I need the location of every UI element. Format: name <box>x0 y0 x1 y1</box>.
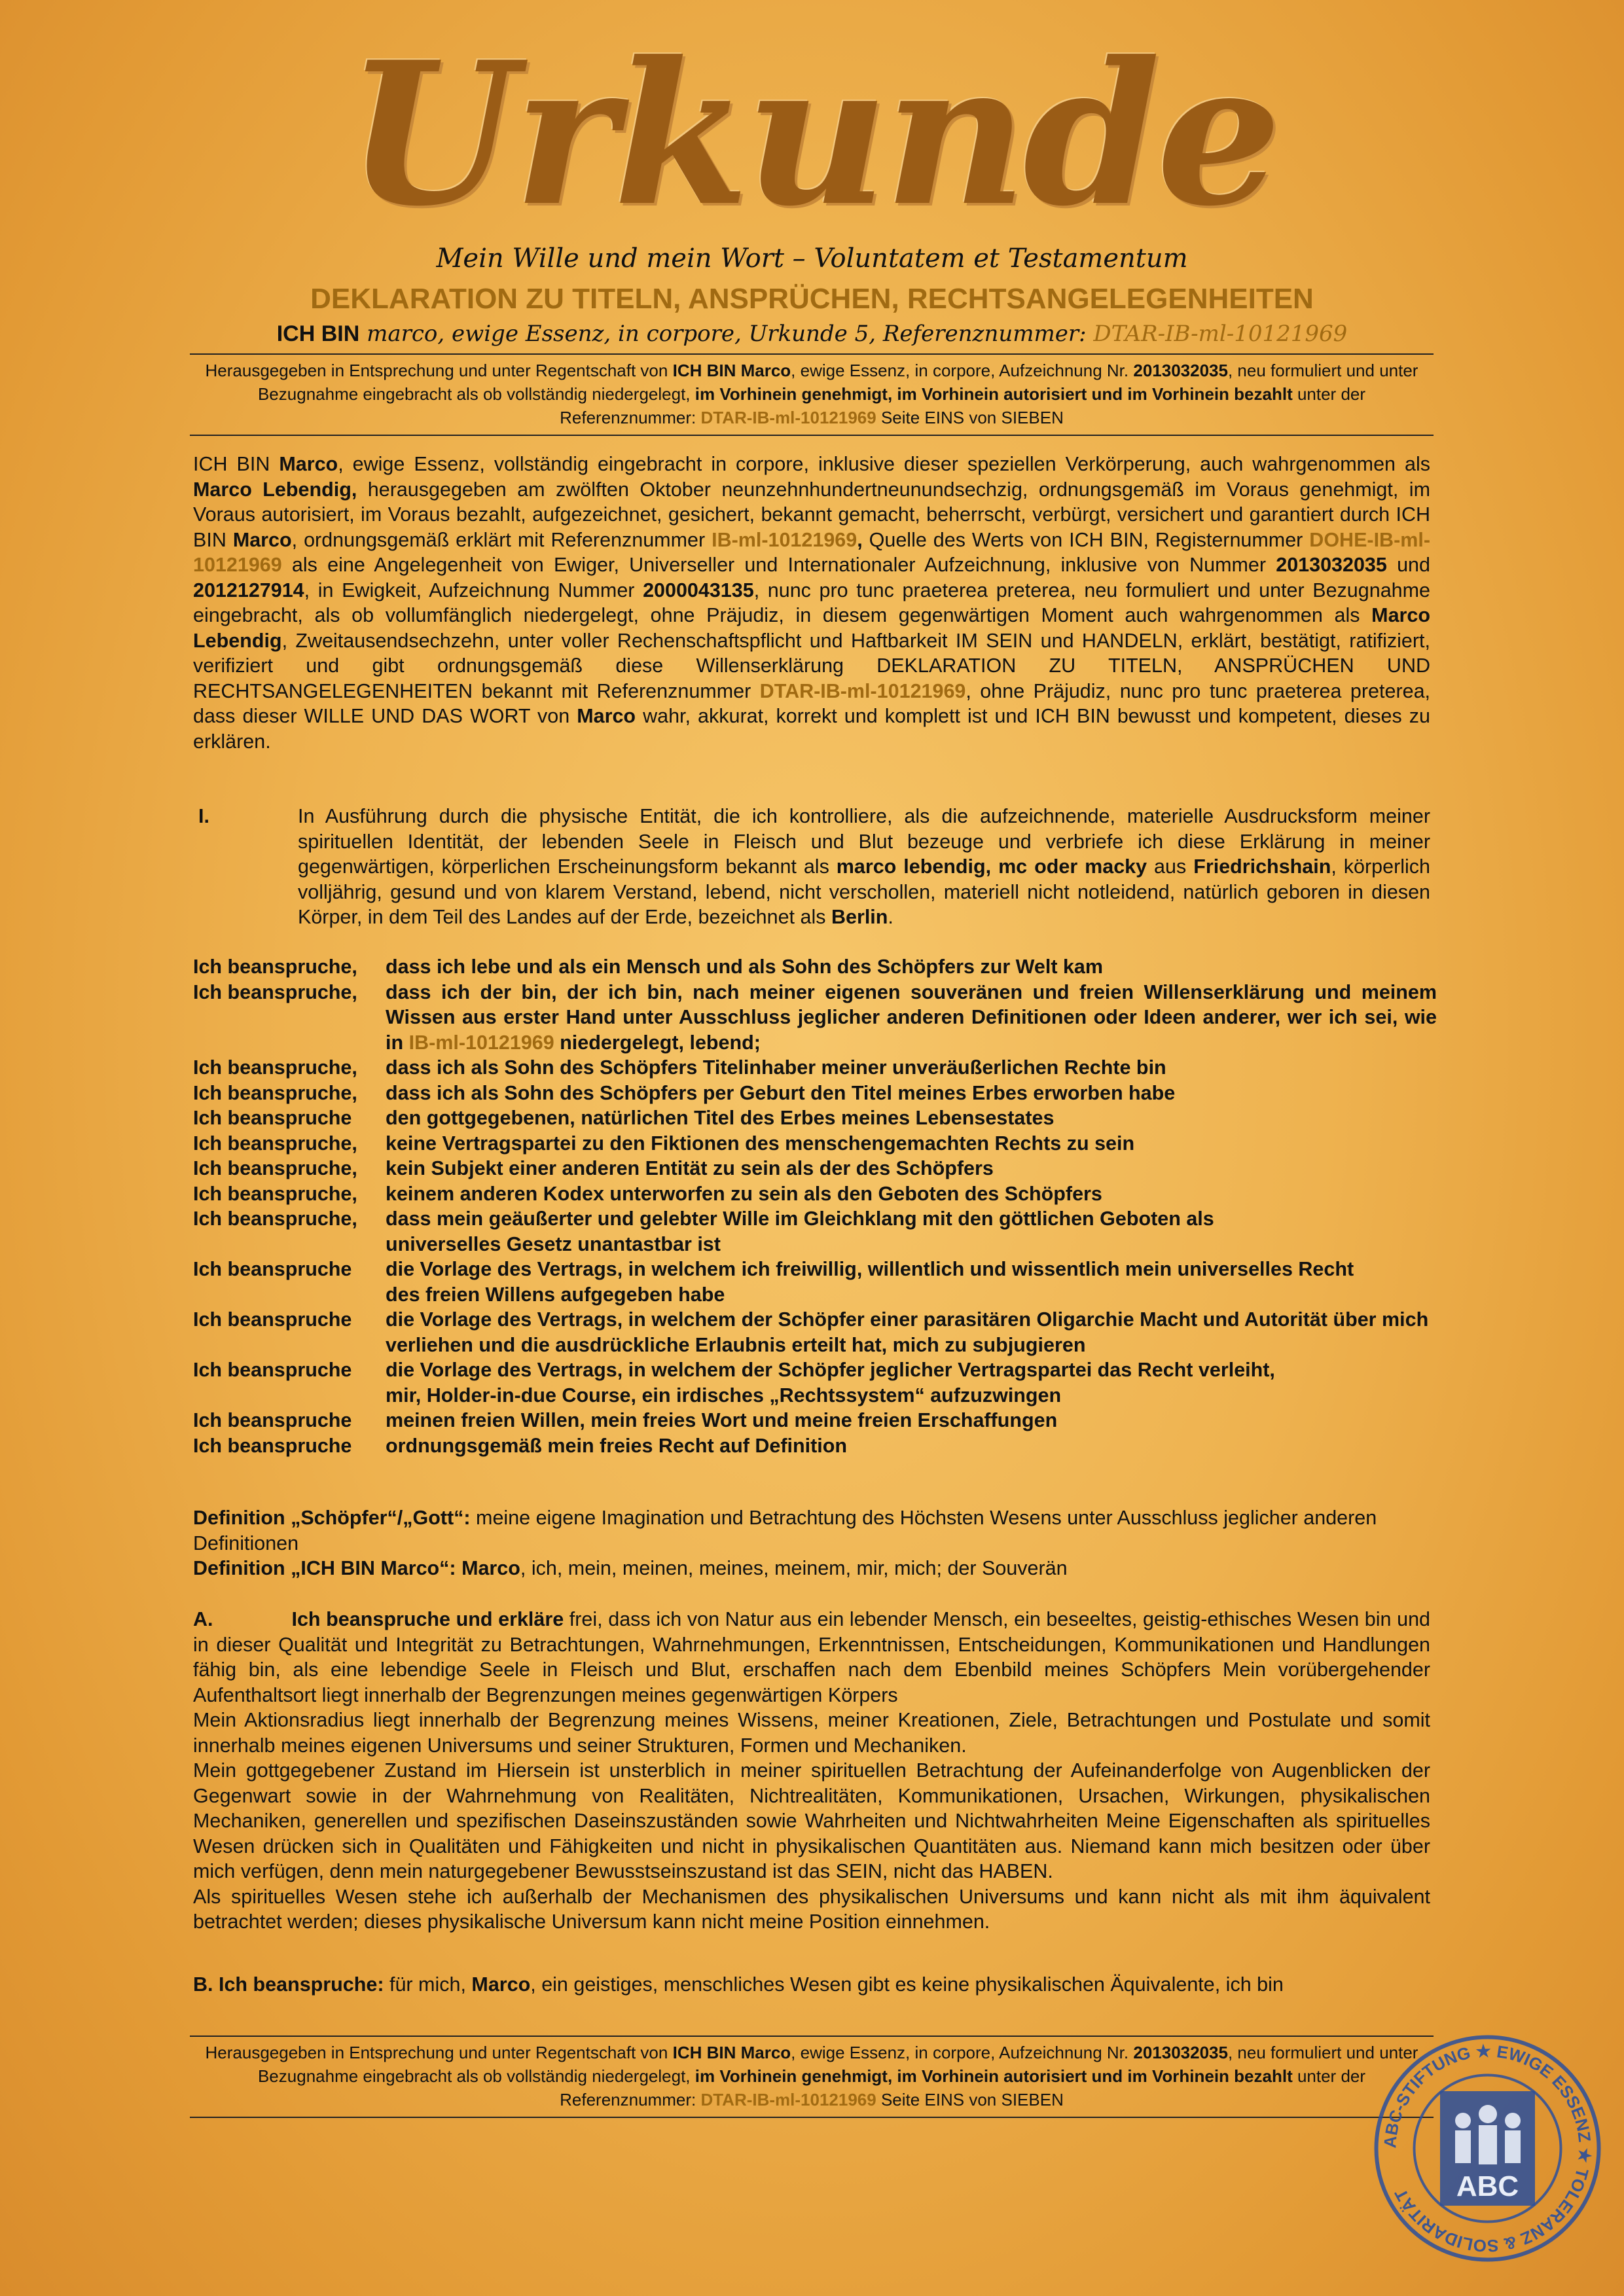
footer-bold: 2013032035 <box>1133 2043 1228 2062</box>
claim-prefix: Ich beanspruche, <box>193 956 357 978</box>
claim-item <box>193 1181 1437 1207</box>
header-bold: im Vorhinein genehmigt, im Vorhinein autorisiert und im Vorhinein bezahlt <box>695 384 1293 404</box>
header-text: Seite EINS von SIEBEN <box>876 408 1064 427</box>
claim-text: dass ich lebe und als ein Mensch und als Sohn des Schöpfers zur Welt kam <box>386 956 1104 978</box>
claim-prefix: Ich beanspruche, <box>193 1132 357 1155</box>
claim-text: keine Vertragspartei zu den Fiktionen des menschengemachten Rechts zu sein <box>386 1132 1135 1155</box>
section-text: aus <box>1147 855 1194 878</box>
intro-bold: 2012127914 <box>193 579 304 601</box>
section-a-lead: Ich beanspruche und erkläre <box>291 1608 564 1630</box>
claim-prefix: Ich beanspruche, <box>193 980 357 1003</box>
claim-prefix: Ich beanspruche, <box>193 1157 357 1179</box>
section-a-paragraph: Mein Aktionsradius liegt innerhalb der Begrenzung meines Wissens, meiner Kreationen, Ziele, Betrachtungen und Postulate und somit innerhalb meines eigenen Universums und seiner Strukturen, Formen und Mechaniken. <box>193 1709 1430 1757</box>
claim-text: den gottgegebenen, natürlichen Titel des Erbes meines Lebensestates <box>386 1107 1055 1129</box>
intro-paragraph <box>193 452 1430 754</box>
footer-text: Seite EINS von SIEBEN <box>876 2090 1064 2109</box>
header-ref: DTAR-IB-ml-10121969 <box>700 408 876 427</box>
claim-text-part: niedergelegt, lebend; <box>554 1031 761 1054</box>
claim-item <box>193 1105 1437 1131</box>
intro-bold: Marco Lebendig, <box>193 478 357 501</box>
intro-ref: DTAR-IB-ml-10121969 <box>759 679 966 702</box>
header-note <box>190 353 1434 436</box>
footer-text: Herausgegeben in Entsprechung und unter Regentschaft von <box>205 2043 673 2062</box>
intro-bold: Marco <box>577 705 636 727</box>
section-text: . <box>888 906 893 928</box>
urkunde-logo: Urkunde <box>346 18 1278 249</box>
footer-text: , neu formuliert und unter Bezugnahme eingebracht als ob vollständig niedergelegt, <box>257 2043 1418 2086</box>
claim-item <box>193 1307 1437 1357</box>
intro-bold: Marco Lebendig <box>193 604 1430 652</box>
claims-list <box>193 954 1437 1458</box>
claim-prefix: Ich beanspruche, <box>193 1208 357 1230</box>
intro-bold: , <box>857 528 863 551</box>
ich-bin-lead: ICH BIN <box>276 321 360 346</box>
section-b-text: , ein geistiges, menschliches Wesen gibt es keine physikalischen Äquivalente, ich bin <box>530 1973 1284 1996</box>
header-text: , neu formuliert und unter Bezugnahme eingebracht als ob vollständig niedergelegt, <box>257 361 1418 404</box>
intro-text: , ordnungsgemäß erklärt mit Referenznummer <box>291 528 712 551</box>
reference-number: DTAR-IB-ml-10121969 <box>1093 321 1348 347</box>
section-a-paragraph: Mein gottgegebener Zustand im Hiersein ist unsterblich in meiner spirituellen Betrachtung der Aufeinanderfolge von Augenblicken der Gegenwart sowie in der Wahrnehmung von Realitäten, Nichtrealitäten, Kommunikationen, Ursachen, Wirkungen, physikalischen Mechaniken, generellen und spezifischen Daseinszuständen sowie Wahrheiten und Nichtwahrheiten Meine Eigenschaften als spirituelles Wesen drücken sich in Qualitäten und Fähigkeiten und nicht in physikalischen Quantitäten aus. Niemand kann mich besitzen oder über mich verfügen, denn mein naturgegebener Bewusstseinszustand ist das SEIN, nicht das HABEN. <box>193 1759 1430 1882</box>
section-bold: Berlin <box>831 906 888 928</box>
claim-ref: IB-ml-10121969 <box>408 1031 554 1054</box>
claim-prefix: Ich beanspruche <box>193 1359 352 1381</box>
intro-text: wahr, akkurat, korrekt und komplett ist und ICH BIN bewusst und kompetent, dieses zu erklären. <box>193 705 1430 753</box>
claim-text-part: dass ich der bin, der ich bin, nach meiner eigenen souveränen und freien Willenserklärung und meinem Wissen aus erster Hand unter Ausschluss jeglicher anderen Definitionen oder Ideen anderer, wer ich sei, wie in <box>386 980 1437 1054</box>
header-text: , ewige Essenz, in corpore, Aufzeichnung Nr. <box>791 361 1134 380</box>
intro-text: und <box>1386 554 1430 576</box>
intro-text: , nunc pro tunc praeterea preterea, neu formuliert und unter Bezugnahme eingebracht, als ob vollumfänglich niedergelegt, ohne Präjudiz, in diesem gegenwärtigen Moment auch wahrgenommen als <box>193 579 1430 626</box>
footer-ref: DTAR-IB-ml-10121969 <box>700 2090 876 2109</box>
claim-text: dass ich als Sohn des Schöpfers per Geburt den Titel meines Erbes erworben habe <box>386 1081 1176 1104</box>
claim-text: keinem anderen Kodex unterworfen zu sein als den Geboten des Schöpfers <box>386 1182 1102 1205</box>
footer-note <box>190 2036 1434 2118</box>
footer-text: , ewige Essenz, in corpore, Aufzeichnung Nr. <box>791 2043 1134 2062</box>
header-bold: 2013032035 <box>1133 361 1228 380</box>
claim-item <box>193 1433 1437 1459</box>
section-b <box>193 1972 1430 1998</box>
claim-item <box>193 1055 1437 1081</box>
claim-text: meinen freien Willen, mein freies Wort und meine freien Erschaffungen <box>386 1409 1058 1431</box>
claim-item <box>193 1257 1437 1307</box>
claim-item <box>193 954 1437 980</box>
intro-text: als eine Angelegenheit von Ewiger, Universeller und Internationaler Aufzeichnung, inklusive von Nummer <box>281 554 1276 576</box>
claim-item <box>193 1357 1437 1408</box>
section-a-paragraph <box>193 1607 1430 1708</box>
claim-item <box>193 1206 1437 1257</box>
claim-item <box>193 1081 1437 1106</box>
section-b-text: für mich, <box>384 1973 472 1996</box>
footer-bold: im Vorhinein genehmigt, im Vorhinein autorisiert und im Vorhinein bezahlt <box>695 2066 1293 2086</box>
document-title: DEKLARATION ZU TITELN, ANSPRÜCHEN, RECHTSANGELEGENHEITEN <box>310 283 1314 315</box>
intro-bold: Marco <box>279 453 338 475</box>
claim-item <box>193 1156 1437 1181</box>
section-number: I. <box>198 805 209 827</box>
definition-text: meine eigene Imagination und Betrachtung des Höchsten Wesens unter Ausschluss jeglicher anderen Definitionen <box>193 1507 1377 1554</box>
definition-text: , ich, mein, meinen, meines, meinem, mir, mich; der Souverän <box>520 1557 1068 1579</box>
stamp-ring-text: ABC-STIFTUNG ★ EWIGE ESSENZ ★ TOLERANZ & SOLIDARITÄT <box>1380 2041 1595 2256</box>
section-a-paragraph: Als spirituelles Wesen stehe ich außerhalb der Mechanismen des physikalischen Universums und kann nicht als mit ihm äquivalent betrachtet werden; dieses physikalische Universum kann nicht meine Position einnehmen. <box>193 1885 1430 1933</box>
definition-label: Definition „Schöpfer“/„Gott“: <box>193 1507 471 1529</box>
claim-prefix: Ich beanspruche <box>193 1258 352 1280</box>
ich-bin-italic: marco, ewige Essenz, in corpore, Urkunde 5, Referenznummer: <box>359 321 1094 347</box>
definition-label: Definition „ICH BIN Marco“: <box>193 1557 456 1579</box>
claim-text <box>386 980 1437 1056</box>
header-bold: ICH BIN Marco <box>672 361 791 380</box>
section-b-lead: B. Ich beanspruche: <box>193 1973 384 1996</box>
section-text: , körperlich volljährig, gesund und von klarem Verstand, lebend, nicht verschollen, materiell nicht notleidend, natürlich geboren in diesen Körper, in dem Teil des Landes auf der Erde, bezeichnet als <box>298 855 1430 928</box>
intro-text: , ewige Essenz, vollständig eingebracht in corpore, inklusive dieser speziellen Verkörperung, auch wahrgenommen als <box>338 453 1430 475</box>
claim-prefix: Ich beanspruche, <box>193 1056 357 1079</box>
claim-prefix: Ich beanspruche <box>193 1434 352 1457</box>
foundation-seal-stamp <box>1371 2032 1604 2265</box>
section-text: In Ausführung durch die physische Entität, die ich kontrolliere, als die aufzeichnende, materielle Ausdrucksform meiner spirituellen Identität, der lebenden Seele in Fleisch und Blut bezeuge und verbriefe ich diese Erklärung in meiner gegenwärtigen, körperlichen Erscheinungsform bekannt als <box>298 805 1430 878</box>
section-b-bold: Marco <box>471 1973 531 1996</box>
section-bold: Friedrichshain <box>1193 855 1331 878</box>
claim-text: die Vorlage des Vertrags, in welchem der Schöpfer einer parasitären Oligarchie Macht und Autorität über mich verliehen und die ausdrückliche Erlaubnis erteilt hat, mich zu subjugieren <box>386 1308 1429 1356</box>
intro-ref: DOHE-IB-ml-10121969 <box>193 528 1430 576</box>
section-i <box>193 804 1430 930</box>
claim-text: die Vorlage des Vertrags, in welchem ich freiwillig, willentlich und wissentlich mein universelles Recht des freien Willens aufgegeben habe <box>386 1258 1354 1306</box>
claim-text: dass ich als Sohn des Schöpfers Titelinhaber meiner unveräußerlichen Rechte bin <box>386 1056 1166 1079</box>
intro-text: , in Ewigkeit, Aufzeichnung Nummer <box>304 579 643 601</box>
intro-ref: IB-ml-10121969 <box>712 528 857 551</box>
claim-prefix: Ich beanspruche, <box>193 1081 357 1104</box>
claim-text: dass mein geäußerter und gelebter Wille im Gleichklang mit den göttlichen Geboten als universelles Gesetz unantastbar ist <box>386 1208 1214 1255</box>
definition-bold: Marco <box>456 1557 520 1579</box>
footer-bold: ICH BIN Marco <box>672 2043 791 2062</box>
claim-item <box>193 1408 1437 1433</box>
intro-bold: Marco <box>232 528 292 551</box>
claim-text: ordnungsgemäß mein freies Recht auf Definition <box>386 1434 847 1457</box>
intro-text: ICH BIN <box>193 453 280 475</box>
section-bold: marco lebendig, mc oder macky <box>836 855 1147 878</box>
header-text: unter der Referenznummer: <box>560 384 1366 427</box>
intro-text: Quelle des Werts von ICH BIN, Registernummer <box>862 528 1310 551</box>
claim-item <box>193 1131 1437 1157</box>
ich-bin-line <box>0 321 1624 347</box>
definitions <box>193 1505 1430 1581</box>
claim-prefix: Ich beanspruche, <box>193 1182 357 1205</box>
stamp-center-text: ABC <box>1456 2170 1519 2202</box>
intro-text: herausgegeben am zwölften Oktober neunzehnhundertneunundsechzig, ordnungsgemäß im Voraus genehmigt, im Voraus autorisiert, im Voraus bezahlt, aufgezeichnet, gesichert, bekannt gemacht, beherrscht, verbürgt, versichert und garantiert durch ICH BIN <box>193 478 1430 551</box>
claim-text: kein Subjekt einer anderen Entität zu sein als der des Schöpfers <box>386 1157 994 1179</box>
claim-item <box>193 980 1437 1056</box>
definition-schoepfer <box>193 1505 1430 1556</box>
section-a-label: A. <box>193 1608 213 1630</box>
intro-bold: 2000043135 <box>643 579 754 601</box>
header-text: Herausgegeben in Entsprechung und unter Regentschaft von <box>205 361 673 380</box>
motto: Mein Wille und mein Wort – Voluntatem et Testamentum <box>436 243 1188 274</box>
intro-text: , ohne Präjudiz, nunc pro tunc praeterea preterea, dass dieser WILLE UND DAS WORT von <box>193 679 1431 727</box>
claim-prefix: Ich beanspruche <box>193 1107 352 1129</box>
claim-text: die Vorlage des Vertrags, in welchem der Schöpfer jeglicher Vertragspartei das Recht verleiht, mir, Holder-in-due Course, ein irdisches „Rechtssystem“ aufzuzwingen <box>386 1359 1275 1407</box>
intro-bold: 2013032035 <box>1276 554 1387 576</box>
claim-prefix: Ich beanspruche <box>193 1308 352 1331</box>
footer-text: unter der Referenznummer: <box>560 2066 1366 2109</box>
definition-ich-bin <box>193 1556 1430 1581</box>
section-a <box>193 1607 1430 1935</box>
intro-text: , Zweitausendsechzehn, unter voller Rechenschaftspflicht und Haftbarkeit IM SEIN und HANDELN, erklärt, bestätigt, ratifiziert, verifiziert und gibt ordnungsgemäß diese Willenserklärung DEKLARATION ZU TITELN, ANSPRÜCHEN UND RECHTSANGELEGENHEITEN bekannt mit Referenznummer <box>193 629 1430 702</box>
claim-prefix: Ich beanspruche <box>193 1409 352 1431</box>
section-i-text <box>298 804 1430 930</box>
section-a-text: frei, dass ich von Natur aus ein lebender Mensch, ein beseeltes, geistig-ethisches Wesen bin und in dieser Qualität und Integrität zu Betrachtungen, Wahrnehmungen, Erkenntnissen, Entscheidungen, Kommunikationen und Handlungen fähig bin, als eine lebendige Seele in Fleisch und Blut, erschaffen nach dem Ebenbild meines Schöpfers Mein vorübergehender Aufenthaltsort liegt innerhalb der Begrenzungen meines gegenwärtigen Körpers <box>193 1608 1431 1706</box>
